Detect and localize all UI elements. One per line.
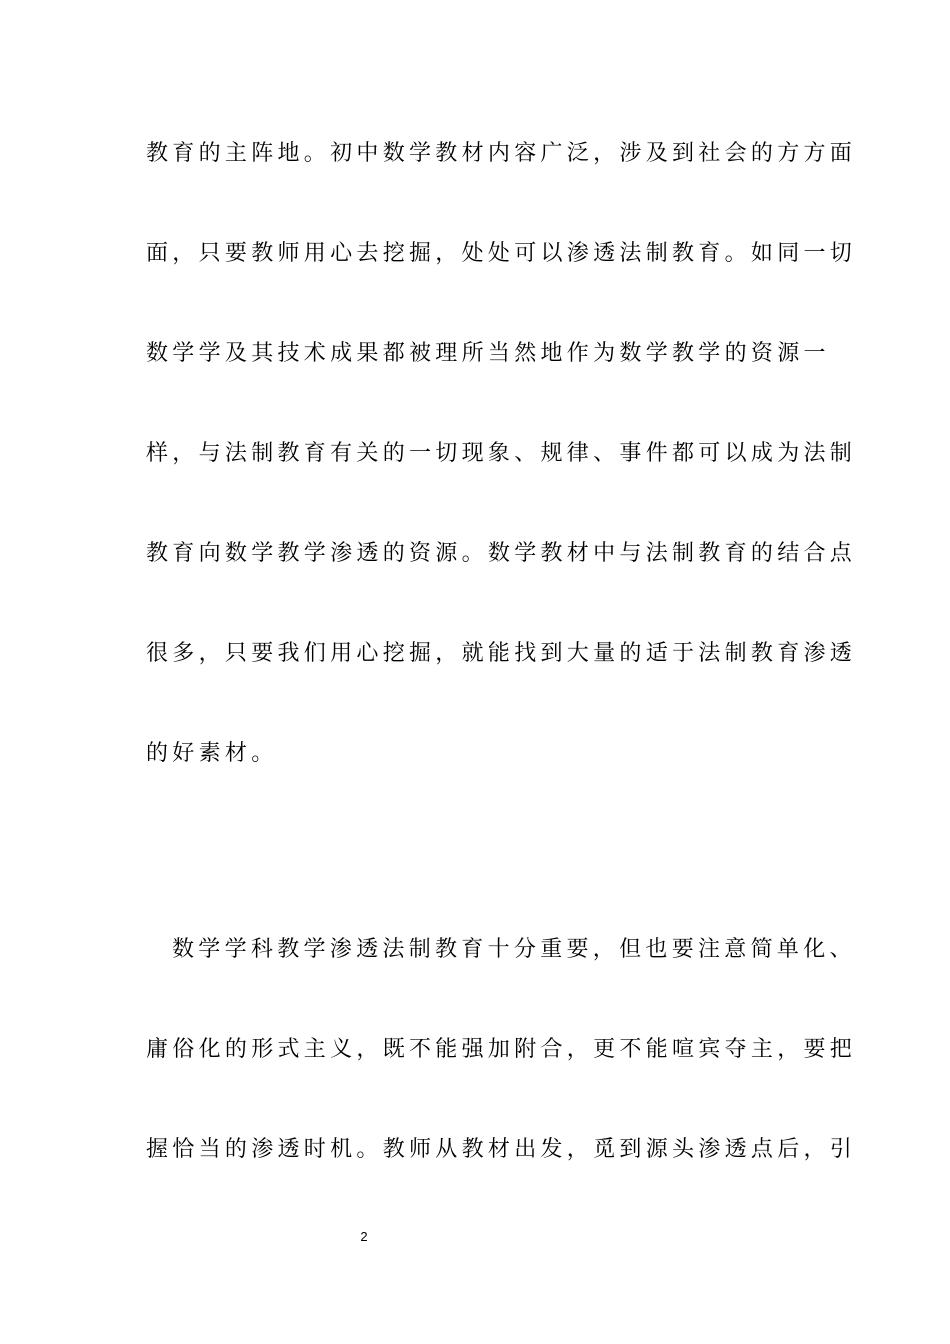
paragraph-2-line-3: 握恰当的渗透时机。教师从教材出发，觅到源头渗透点后，引 [146,1137,857,1162]
paragraph-1-line-5: 教育向数学教学渗透的资源。数学教材中与法制教育的结合点 [146,541,857,566]
paragraph-2-line-1: 数学学科教学渗透法制教育十分重要，但也要注意简单化、 [172,937,856,962]
paragraph-1-line-1: 教育的主阵地。初中数学教材内容广泛，涉及到社会的方方面 [146,141,857,166]
paragraph-1-line-3: 数学学及其技术成果都被理所当然地作为数学教学的资源一 [146,341,830,366]
paragraph-2-line-2: 庸俗化的形式主义，既不能强加附合，更不能喧宾夺主，要把 [146,1037,857,1062]
paragraph-1-line-2: 面，只要教师用心去挖掘，处处可以渗透法制教育。如同一切 [146,241,857,266]
page-number: 2 [360,1229,368,1244]
paragraph-1-line-4: 样，与法制教育有关的一切现象、规律、事件都可以成为法制 [146,441,857,466]
paragraph-1-line-7: 的好素材。 [146,741,278,766]
paragraph-1-line-6: 很多，只要我们用心挖掘，就能找到大量的适于法制教育渗透 [146,641,857,666]
